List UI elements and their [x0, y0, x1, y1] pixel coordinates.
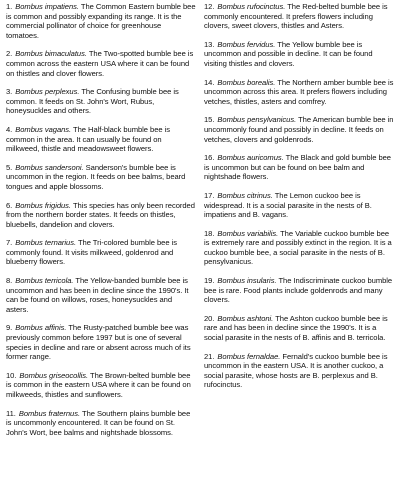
species-name: Bombus frigidus. [15, 200, 71, 210]
species-description: The Half-black bumble bee is common in the area. It can usually be found on milkweed, thistle and meadowsweet flowers. [6, 124, 170, 154]
species-description: The Red-belted bumble bee is commonly encountered. It prefers flowers including clovers, sweet clovers, thistles and Asters. [204, 2, 388, 31]
species-name: Bombus insularis. [217, 276, 277, 286]
species-entry [204, 40, 394, 69]
species-entry [204, 191, 394, 220]
species-description: The Indiscriminate cuckoo bumble bee is rare. Food plants include goldenrods and many clovers. [204, 276, 393, 305]
species-description: The Brown-belted bumble bee is common in the eastern USA where it can be found on milkweeds, thistles and sunflowers. [6, 370, 191, 399]
species-name: Bombus ashtoni. [217, 313, 274, 323]
species-name: Bombus bimaculatus. [15, 49, 87, 59]
species-name: Bombus fernaldae. [217, 351, 281, 361]
species-description: The Ashton cuckoo bumble bee is rare and has been in decline since the 1990's. It is a social parasite in the nests of B. affinis and B. terricola. [204, 313, 388, 343]
species-entry [6, 409, 196, 438]
entry-number: 5. [6, 162, 13, 172]
species-entry [6, 87, 196, 116]
species-description: The Black and gold bumble bee is uncommon but can be found on bee balm and nightshade flowers. [204, 153, 391, 182]
entry-number: 15. [204, 115, 215, 125]
species-name: Bombus sandersoni. [15, 162, 84, 172]
entry-number: 13. [204, 39, 215, 49]
species-description: This species has only been recorded from the northern border states. It feeds on thistles, bluebells, dandelion and clovers. [6, 200, 195, 229]
species-description: The Southern plains bumble bee is uncommonly encountered. It can be found on St. John's Wort, bee balms and nightshade blossoms. [6, 408, 191, 437]
entry-number: 2. [6, 49, 13, 59]
species-entry [6, 276, 196, 314]
species-description: The Common Eastern bumble bee is common and possibly expanding its range. It is the commercial pollinator of choice for greenhouse tomatoes. [6, 2, 196, 40]
species-description: The American bumble bee in uncommonly found and possibly in decline. It feeds on vetches, clovers and goldenrods. [204, 115, 394, 144]
species-description: The Lemon cuckoo bee is widespread. It is a social parasite in the nests of B. impatiens and B. vagans. [204, 190, 372, 220]
species-entry [6, 125, 196, 154]
entry-number: 17. [204, 190, 215, 200]
species-entry [6, 323, 196, 361]
species-description: The Northern amber bumble bee is uncommon across this area. It prefers flowers including vetches, thistles, asters and comfrey. [204, 77, 394, 106]
species-name: Bombus terricola. [15, 276, 74, 286]
species-entry [6, 371, 196, 400]
species-name: Bombus vagans. [15, 124, 72, 134]
species-entry [6, 163, 196, 192]
entry-number: 6. [6, 200, 13, 210]
species-entry [6, 2, 196, 40]
entry-number: 20. [204, 313, 215, 323]
species-entry [204, 115, 394, 144]
species-entry [204, 153, 394, 182]
species-name: Bombus ternarius. [15, 238, 77, 248]
entry-number: 8. [6, 276, 13, 286]
species-entry [204, 229, 394, 267]
species-description: The Yellow-banded bumble bee is uncommon and has been in decline since the 1990's. It can be found on willows, roses, honeysuckles and asters. [6, 276, 189, 314]
species-description: The Yellow bumble bee is uncommon and possible in decline. It can be found visiting thistles and clovers. [204, 39, 373, 68]
species-description: The Two-spotted bumble bee is common across the eastern USA where it can be found on thistles and clover flowers. [6, 49, 194, 78]
species-entry [204, 2, 394, 31]
entry-number: 21. [204, 351, 215, 361]
species-name: Bombus affinis. [15, 323, 67, 333]
species-name: Bombus fraternus. [18, 408, 81, 418]
species-description: Sanderson's bumble bee is uncommon in the region. It feeds on bee balms, beard tongues and apple blossoms. [6, 162, 186, 191]
entry-number: 16. [204, 153, 215, 163]
entry-number: 12. [204, 2, 215, 11]
entry-number: 19. [204, 276, 215, 286]
species-name: Bombus auricomus. [217, 153, 284, 163]
entry-number: 14. [204, 77, 215, 87]
species-entry [204, 314, 394, 343]
species-name: Bombus griseocollis. [19, 370, 89, 380]
right-column [204, 2, 394, 500]
entry-number: 7. [6, 238, 13, 248]
species-name: Bombus pensylvanicus. [217, 115, 297, 125]
entry-number: 1. [6, 2, 13, 11]
species-entry [204, 78, 394, 107]
species-name: Bombus impatiens. [15, 2, 79, 11]
species-entry [6, 201, 196, 230]
species-name: Bombus citrinus. [217, 190, 273, 200]
species-name: Bombus perplexus. [15, 87, 80, 97]
species-description: The Variable cuckoo bumble bee is extremely rare and possibly extinct in the region. It is a cuckoo bumble bee, a social parasite in the nests of B. pensylvanicus. [204, 228, 392, 267]
entry-number: 9. [6, 323, 13, 333]
entry-number: 4. [6, 124, 13, 134]
entry-number: 11. [6, 408, 16, 418]
species-entry [6, 49, 196, 78]
species-entry [204, 352, 394, 390]
species-name: Bombus variabilis. [217, 228, 279, 238]
species-description: Fernald's cuckoo bumble bee is uncommon in the eastern USA. It is another cuckoo, a social parasite, whose hosts are B. perplexus and B. rufocinctus. [204, 351, 388, 390]
species-name: Bombus rufocinctus. [217, 2, 286, 11]
entry-number: 18. [204, 228, 215, 238]
left-column [6, 2, 196, 500]
species-description: The Rusty-patched bumble bee was previously common before 1997 but is one of several species in decline and rare or absent across much of its former range. [6, 323, 191, 362]
species-description: The Tri-colored bumble bee is commonly found. It visits milkweed, goldenrod and blueberry flowers. [6, 238, 177, 267]
species-name: Bombus fervidus. [217, 39, 276, 49]
species-entry [204, 276, 394, 305]
species-description: The Confusing bumble bee is common. It feeds on St. John's Wort, Rubus, honeysuckles and others. [6, 87, 179, 116]
entry-number: 3. [6, 87, 13, 97]
entry-number: 10. [6, 370, 17, 380]
species-entry [6, 238, 196, 267]
species-name: Bombus borealis. [217, 77, 276, 87]
